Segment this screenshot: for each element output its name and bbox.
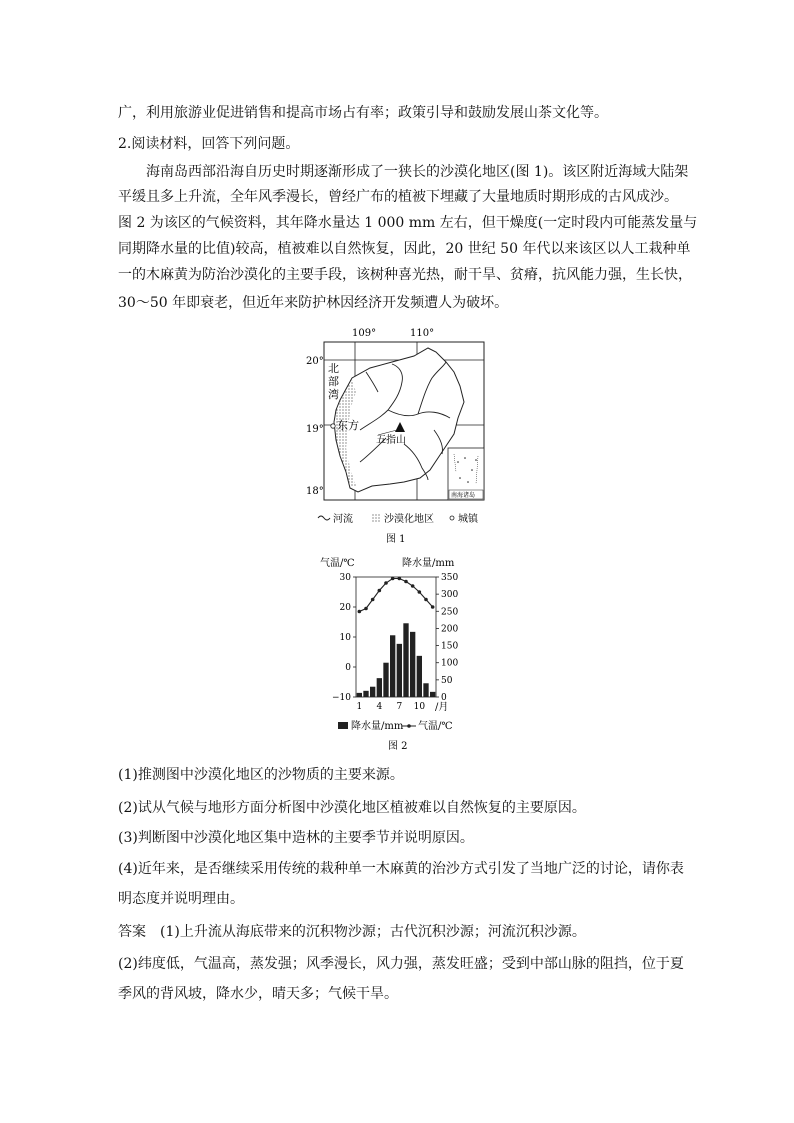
precip-bar <box>430 692 435 697</box>
temperature-point <box>371 598 375 602</box>
y-right-tick-label: 200 <box>441 624 459 635</box>
temperature-point <box>364 607 368 611</box>
text-line: 同期降水量的比值)较高，植被难以自然恢复，因此，20 世纪 50 年代以来该区以人工栽种单 <box>118 241 691 257</box>
x-tick-label: 7 <box>396 702 403 712</box>
x-unit: /月 <box>435 702 449 713</box>
temperature-line <box>359 579 432 612</box>
lon-label-110: 110° <box>410 328 435 339</box>
temperature-point <box>358 610 362 614</box>
figure-2 <box>320 555 480 755</box>
precip-bar <box>410 632 415 697</box>
y-left-tick-label: 10 <box>339 633 351 643</box>
answer-2: (2)纬度低，气温高，蒸发强；风季漫长，风力强，蒸发旺盛；受到中部山脉的阻挡，位于夏 <box>118 956 684 972</box>
map-svg <box>300 322 500 554</box>
question-1: (1)推测图中沙漠化地区的沙物质的主要来源。 <box>118 767 404 783</box>
question-3: (3)判断图中沙漠化地区集中造林的主要季节并说明原因。 <box>118 830 474 846</box>
temperature-point <box>378 589 382 593</box>
question-2: (2)试从气候与地形方面分析图中沙漠化地区植被难以自然恢复的主要原因。 <box>118 800 586 816</box>
legend-precip: 降水量/mm <box>351 721 404 732</box>
precip-bar <box>397 644 402 697</box>
text-line: 一的木麻黄为防治沙漠化的主要手段，该树种喜光热，耐干旱、贫瘠，抗风能力强，生长快， <box>118 267 692 283</box>
legend-temp: 气温/℃ <box>418 721 453 732</box>
text-line: 30～50 年即衰老，但近年来防护林因经济开发频遭人为破坏。 <box>118 295 509 311</box>
y-right-tick-label: 150 <box>441 641 459 652</box>
x-tick-label: 4 <box>376 702 383 712</box>
text-line: 图 2 为该区的气候资料，其年降水量达 1 000 mm 左右，但干燥度(一定时段内可能蒸发量与 <box>118 215 698 231</box>
city-label: 东方 <box>337 419 359 432</box>
lon-label-109: 109° <box>352 328 377 339</box>
climate-chart <box>320 555 480 755</box>
y-right-tick-label: 0 <box>441 693 447 703</box>
precip-bar <box>363 691 368 697</box>
lat-label-20: 20° <box>306 356 324 367</box>
y-right-tick-label: 300 <box>441 590 459 601</box>
answer-1-text: (1)上升流从海底带来的沉积物沙源；古代沉积沙源；河流沉积沙源。 <box>160 924 586 940</box>
question-4: (4)近年来，是否继续采用传统的栽种单一木麻黄的治沙方式引发了当地广泛的讨论，请你表 <box>118 861 684 877</box>
x-tick-label: 10 <box>413 702 426 712</box>
answer-2-cont: 季风的背风坡，降水少，晴天多；气候干旱。 <box>118 986 398 1002</box>
bar-legend-icon <box>338 722 348 729</box>
temperature-point <box>391 577 395 581</box>
question-4-cont: 明态度并说明理由。 <box>118 891 244 907</box>
lat-label-18: 18° <box>306 486 324 497</box>
bay-label: 北 <box>328 362 339 375</box>
precip-bar <box>403 623 408 697</box>
y-left-label: 气温/℃ <box>320 558 355 569</box>
text-line: 海南岛西部沿海自历史时期逐渐形成了一狭长的沙漠化地区(图 1)。该区附近海域大陆架 <box>146 164 689 180</box>
figure-2-caption: 图 2 <box>388 741 408 752</box>
river-legend-icon <box>318 516 330 520</box>
precip-bar <box>377 678 382 697</box>
legend-river: 河流 <box>333 514 353 525</box>
mountain-label: 五指山 <box>376 435 406 446</box>
y-right-tick-label: 100 <box>441 658 459 669</box>
temperature-point <box>418 590 422 594</box>
lat-label-19: 19° <box>306 424 324 435</box>
y-left-tick-label: 30 <box>339 573 351 583</box>
bay-label: 部 <box>328 375 339 388</box>
temperature-point <box>431 605 435 609</box>
desert-legend-icon <box>372 514 381 522</box>
plot-frame <box>356 577 436 697</box>
question-heading: 2.阅读材料，回答下列问题。 <box>118 136 300 152</box>
y-left-tick-label: 20 <box>339 603 351 613</box>
temperature-point <box>424 598 428 602</box>
precip-bar <box>370 687 375 697</box>
y-right-tick-label: 250 <box>441 607 459 618</box>
y-right-tick-label: 50 <box>441 675 453 686</box>
temperature-point <box>404 580 408 584</box>
town-legend-icon <box>450 516 454 520</box>
x-tick-label: 1 <box>356 702 363 712</box>
answer-1 <box>118 923 586 941</box>
y-right-tick-label: 350 <box>441 573 459 583</box>
y-left-tick-label: −10 <box>332 693 351 703</box>
y-left-tick-label: 0 <box>345 663 351 673</box>
text-line: 平缓且多上升流，全年风季漫长，曾经广布的植被下埋藏了大量地质时期形成的古风成沙。 <box>118 189 678 205</box>
answer-label: 答案 <box>118 924 146 940</box>
precip-bar <box>417 656 422 697</box>
figure-1-caption: 图 1 <box>386 534 406 545</box>
precip-bar <box>390 635 395 697</box>
bay-label: 湾 <box>328 388 339 401</box>
figure-1 <box>300 322 500 554</box>
town-marker <box>331 424 335 428</box>
temperature-point <box>384 581 388 585</box>
inset-label: 南海诸岛 <box>451 492 476 499</box>
temperature-point <box>398 577 402 581</box>
text-line: 广，利用旅游业促进销售和提高市场占有率；政策引导和鼓励发展山茶文化等。 <box>118 105 608 121</box>
precip-bar <box>383 663 388 697</box>
precip-bar <box>357 693 362 697</box>
legend-desert: 沙漠化地区 <box>384 514 434 525</box>
precip-bar <box>423 683 428 697</box>
legend-town: 城镇 <box>458 514 478 525</box>
temperature-point <box>411 584 415 588</box>
y-right-label: 降水量/mm <box>402 558 455 569</box>
